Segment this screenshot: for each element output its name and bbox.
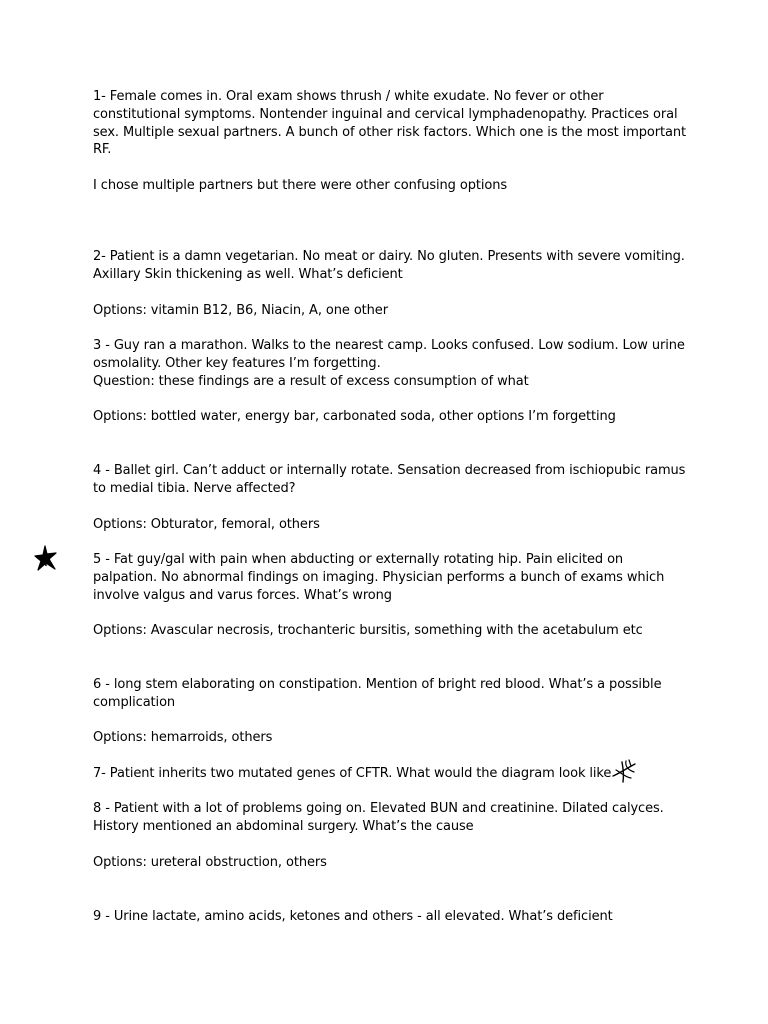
question-3-line-3: Question: these findings are a result of excess consumption of what xyxy=(93,373,529,389)
question-5 xyxy=(93,551,678,604)
question-9 xyxy=(93,908,678,926)
question-6-options xyxy=(93,729,678,747)
question-8-line-1: 8 - Patient with a lot of problems going on. Elevated BUN and creatinine. Dilated calyces. xyxy=(93,801,664,816)
question-2-options-text: Options: vitamin B12, B6, Niacin, A, one other xyxy=(93,303,388,318)
star-scribble-icon xyxy=(33,544,59,572)
question-6-line-1: 6 - long stem elaborating on constipation. Mention of bright red blood. What’s a possible xyxy=(93,677,662,692)
sketch-scribble-icon xyxy=(610,758,638,784)
question-8-options xyxy=(93,854,678,872)
question-4-options-text: Options: Obturator, femoral, others xyxy=(93,517,320,532)
question-6 xyxy=(93,676,678,712)
question-2-line-2: Axillary Skin thickening as well. What’s deficient xyxy=(93,266,403,282)
question-5-line-3: involve valgus and varus forces. What’s wrong xyxy=(93,587,392,603)
question-1-line-2: constitutional symptoms. Nontender inguinal and cervical lymphadenopathy. Practices oral xyxy=(93,106,678,122)
question-3-options xyxy=(93,408,678,426)
question-9-line-1: 9 - Urine lactate, amino acids, ketones and others - all elevated. What’s deficient xyxy=(93,909,613,924)
question-1-note xyxy=(93,177,678,195)
question-6-line-2: complication xyxy=(93,694,176,710)
question-3-line-2: osmolality. Other key features I’m forgetting. xyxy=(93,355,381,371)
question-3 xyxy=(93,337,685,390)
question-5-options xyxy=(93,622,678,640)
question-1-note-text: I chose multiple partners but there were other confusing options xyxy=(93,178,508,193)
question-7 xyxy=(93,765,678,783)
question-4-line-1: 4 - Ballet girl. Can’t adduct or internally rotate. Sensation decreased from ischiopubic ramus xyxy=(93,463,686,478)
question-6-options-text: Options: hemarroids, others xyxy=(93,730,273,745)
question-5-line-2: palpation. No abnormal findings on imaging. Physician performs a bunch of exams which xyxy=(93,569,665,585)
question-1 xyxy=(93,88,687,159)
question-8 xyxy=(93,800,678,836)
question-8-line-2: History mentioned an abdominal surgery. What’s the cause xyxy=(93,818,474,834)
question-1-line-3: sex. Multiple sexual partners. A bunch of other risk factors. Which one is the most important xyxy=(93,124,687,140)
question-3-line-1: 3 - Guy ran a marathon. Walks to the nearest camp. Looks confused. Low sodium. Low urine xyxy=(93,338,685,353)
question-5-options-text: Options: Avascular necrosis, trochanteric bursitis, something with the acetabulum etc xyxy=(93,623,643,638)
question-1-line-4: RF. xyxy=(93,142,112,158)
question-2 xyxy=(93,248,685,284)
question-4-options xyxy=(93,516,678,534)
question-7-line-1: 7- Patient inherits two mutated genes of CFTR. What would the diagram look like xyxy=(93,766,612,781)
question-4-line-2: to medial tibia. Nerve affected? xyxy=(93,480,296,496)
question-5-line-1: 5 - Fat guy/gal with pain when abducting or externally rotating hip. Pain elicited on xyxy=(93,552,624,567)
question-2-options xyxy=(93,302,678,320)
question-4 xyxy=(93,462,686,498)
question-2-line-1: 2- Patient is a damn vegetarian. No meat or dairy. No gluten. Presents with severe vomiting. xyxy=(93,249,685,264)
question-1-line-1: 1- Female comes in. Oral exam shows thrush / white exudate. No fever or other xyxy=(93,89,604,104)
question-3-options-text: Options: bottled water, energy bar, carbonated soda, other options I’m forgetting xyxy=(93,409,616,424)
question-8-options-text: Options: ureteral obstruction, others xyxy=(93,855,327,870)
